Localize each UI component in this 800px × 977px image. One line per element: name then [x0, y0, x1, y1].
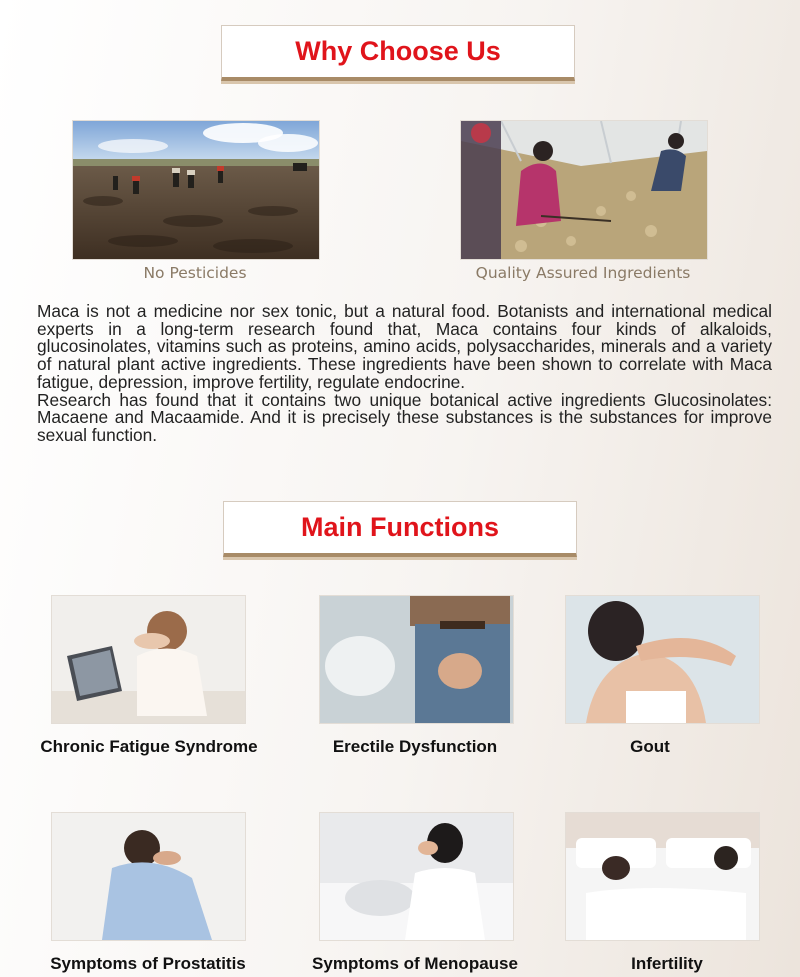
maca-description: [37, 303, 772, 445]
quality-ingredients-caption: Quality Assured Ingredients: [475, 264, 691, 282]
why-choose-us-title-text: Why Choose Us: [295, 36, 501, 66]
main-functions-title: [223, 501, 577, 557]
function-label-erectile-dysfunction: Erectile Dysfunction: [332, 737, 498, 756]
function-label-prostatitis: Symptoms of Prostatitis: [50, 954, 246, 973]
erectile-dysfunction-photo: [319, 595, 514, 724]
no-pesticides-photo: [72, 120, 320, 260]
why-choose-us-title: [221, 25, 575, 81]
menopause-photo: [319, 812, 514, 941]
function-label-chronic-fatigue: Chronic Fatigue Syndrome: [40, 737, 258, 756]
function-label-menopause: Symptoms of Menopause: [312, 954, 518, 973]
quality-ingredients-photo: [460, 120, 708, 260]
prostatitis-photo: [51, 812, 246, 941]
description-paragraph-2: Research has found that it contains two unique botanical active ingredients Glucosinolates: Macaene and Macaamide. And it is precisely these substances is the substances for improve sexual function.: [37, 389, 772, 445]
main-functions-title-text: Main Functions: [301, 512, 499, 542]
gout-photo: [565, 595, 760, 724]
chronic-fatigue-photo: [51, 595, 246, 724]
no-pesticides-caption: No Pesticides: [143, 264, 247, 282]
function-label-infertility: Infertility: [631, 954, 703, 973]
infertility-photo: [565, 812, 760, 941]
description-paragraph-1: Maca is not a medicine nor sex tonic, but a natural food. Botanists and international medical experts in a long-term research found that, Maca contains four kinds of alkaloids, glucosinolates, vitamins such as proteins, amino acids, polysaccharides, minerals and a variety of natural plant active ingredients. These ingredients have been shown to correlate with Maca fatigue, depression, improve fertility, regulate endocrine.: [37, 301, 772, 392]
function-label-gout: Gout: [630, 737, 670, 756]
